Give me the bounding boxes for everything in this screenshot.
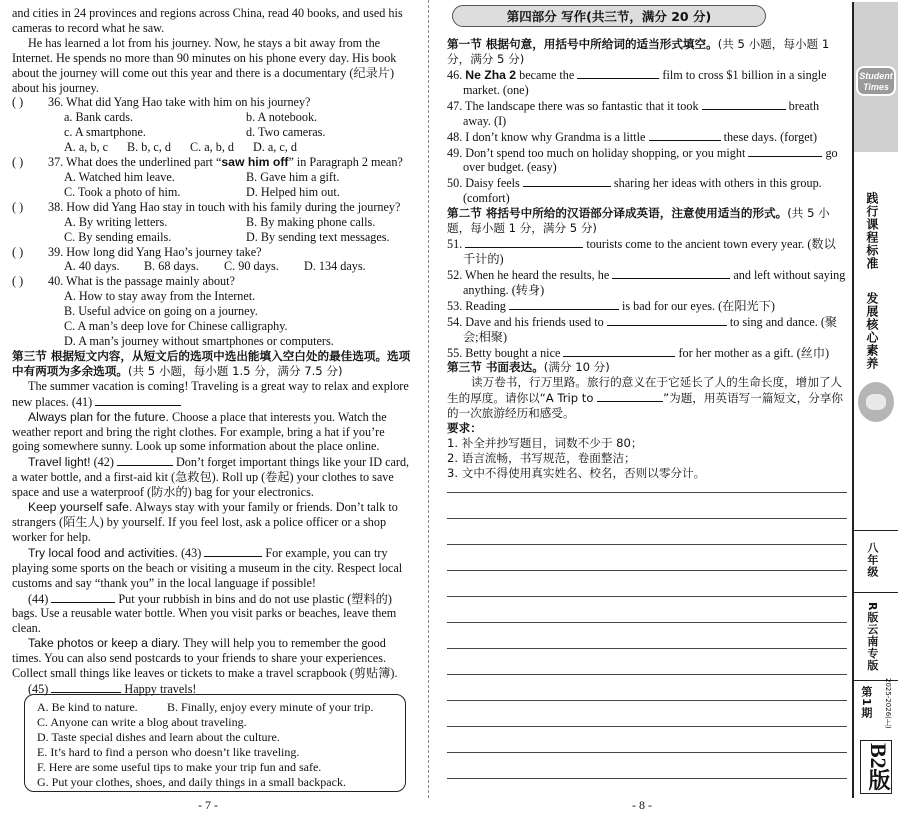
para-text: (44) — [28, 591, 52, 606]
slogan-1: 践行课程标准 — [864, 192, 879, 270]
writing-line[interactable] — [447, 648, 847, 649]
answer-slot-37[interactable]: ( ) — [12, 155, 24, 170]
writing-prompt — [447, 375, 847, 421]
question-54 — [447, 314, 847, 345]
passage-intro-1: and cities in 24 provinces and regions across China, read 40 books, and used his cameras to record what he saw. — [12, 6, 403, 35]
option: B. Gave him a gift. — [246, 169, 340, 184]
options-38 — [12, 215, 411, 245]
cloze-para-7 — [12, 636, 411, 681]
choice: C. a, b, d — [190, 140, 235, 155]
student-times-logo: Student Times — [856, 66, 896, 96]
para-text: For example, you can try playing some sports on the beach or visiting a museum in the city. Respect local customs and say “thank you” in the local language if possible! — [12, 545, 403, 590]
q-num: 46. — [447, 68, 466, 82]
q-text: 47. The landscape there was so fantastic that it took — [447, 98, 702, 113]
question-38 — [12, 200, 411, 215]
cloze-para-2 — [12, 410, 411, 455]
para-heading: Try local food and activities. — [28, 545, 178, 560]
option: a. Bank cards. — [64, 110, 134, 125]
film-title: Ne Zha 2 — [465, 68, 517, 82]
cloze-para-3 — [12, 454, 411, 500]
slogan-2: 发展核心素养 — [864, 292, 879, 370]
prompt-text: 读万卷书，行万里路。旅行的意义在于它延长了人的生命长度，增加了人生的厚度。请你以“A Trip to — [447, 375, 843, 406]
para-text: (42) — [90, 455, 117, 470]
edition-label: R版云南专版 — [865, 602, 879, 672]
question-stem: 38. How did Yang Hao stay in touch with his family during the journey? — [48, 199, 401, 214]
section-title: 第一节 根据句意，用括号中所给词的适当形式填空。 — [447, 37, 718, 51]
section-title: 第三节 书面表达。 — [447, 360, 544, 375]
option: C. By sending emails. — [64, 229, 172, 244]
blank-45[interactable] — [51, 681, 121, 693]
date-label: 2025-2026(上) — [883, 678, 892, 729]
plate-label: B2版 — [860, 740, 892, 794]
q-text: sharing her ideas with others in this group. (comfort) — [463, 176, 822, 206]
page-number-right: - 8 - — [632, 798, 652, 812]
question-39 — [12, 245, 411, 260]
question-47 — [447, 98, 847, 129]
blank-54[interactable] — [607, 314, 727, 326]
box-option-c: C. Anyone can write a blog about traveling. — [37, 714, 247, 729]
para-text: Put your rubbish in bins and do not use plastic (塑料的) bags. Use a reusable water bottle. When you visit parks or beaches, leave them clean. — [12, 591, 397, 636]
page-divider — [428, 0, 429, 798]
q-text: 48. I don’t know why Grandma is a little — [447, 129, 649, 144]
q-text: film to cross $1 billion in a single market. (one) — [463, 68, 827, 97]
globe-highlight-icon — [866, 394, 886, 410]
cloze-para-6 — [12, 591, 411, 637]
requirement-1: 1. 补全并抄写题目，词数不少于 80； — [447, 436, 643, 451]
writing-line[interactable] — [447, 570, 847, 571]
para-text: Don’t forget important things like your ID card, a water bottle, and a first-aid kit (急救包). Roll up (卷起) your clothes to save space and use a waterproof (防水的) bag for your electronics. — [12, 455, 410, 500]
question-36 — [12, 95, 411, 110]
writing-line[interactable] — [447, 622, 847, 623]
writing-line[interactable] — [447, 674, 847, 675]
blank-50[interactable] — [523, 175, 611, 187]
option-row — [37, 700, 395, 715]
q-text: 53. Reading — [447, 298, 509, 313]
q-text: to sing and dance. (聚会;相聚) — [463, 314, 838, 344]
cloze-para-5 — [12, 545, 411, 591]
para-heading: Keep yourself safe. — [28, 500, 133, 515]
right-column — [447, 37, 847, 481]
writing-line[interactable] — [447, 518, 847, 519]
writing-line[interactable] — [447, 778, 847, 779]
question-55 — [447, 345, 847, 361]
q-text: breath away. (I) — [463, 98, 820, 128]
option: C. Took a photo of him. — [64, 184, 181, 199]
requirements-title: 要求： — [447, 421, 482, 436]
box-option-b: B. Finally, enjoy every minute of your trip. — [167, 700, 374, 714]
option: D. A man’s journey without smartphones or computers. — [64, 333, 334, 348]
option: b. A notebook. — [246, 110, 318, 125]
q-text: go over budget. (easy) — [463, 145, 838, 175]
writing-line[interactable] — [447, 726, 847, 727]
question-stem: 37. What does the underlined part “ — [48, 155, 222, 170]
question-52 — [447, 267, 847, 298]
para-heading: Take photos or keep a diary. — [28, 636, 181, 651]
option: A. How to stay away from the Internet. — [64, 289, 256, 304]
q-text: became the — [516, 68, 578, 82]
blank-41[interactable] — [95, 394, 181, 406]
question-50 — [447, 175, 847, 206]
section-title: 第二节 将括号中所给的汉语部分译成英语，注意使用适当的形式。 — [447, 206, 788, 221]
para-text: They will help you to remember the good times. You can also send postcards to your friends to share your experiences. Collect small things like leaves or tickets to make a travel scrapbook (剪贴簿). — [12, 636, 398, 681]
cloze-para-4 — [12, 500, 411, 545]
section-2-heading — [447, 206, 847, 236]
blank-44[interactable] — [51, 591, 115, 603]
answer-slot-36[interactable]: ( ) — [12, 95, 24, 110]
box-option-f: F. Here are some useful tips to make your trip fun and safe. — [37, 759, 322, 774]
writing-line[interactable] — [447, 544, 847, 545]
q-text: and left without saying anything. (转身) — [463, 267, 846, 297]
box-option-e: E. It’s hard to find a person who doesn’t like traveling. — [37, 744, 300, 759]
para-text: The summer vacation is coming! Traveling is a great way to relax and explore new places. (41) — [12, 378, 409, 409]
option-box — [24, 694, 406, 792]
section-3-writing-heading — [447, 360, 847, 375]
blank-49[interactable] — [748, 145, 822, 157]
grade-label: 八年级 — [865, 542, 879, 578]
option: B. Useful advice on going on a journey. — [64, 304, 258, 319]
question-49 — [447, 145, 847, 176]
question-stem: 36. What did Yang Hao take with him on his journey? — [48, 95, 311, 110]
q-text: 52. When he heard the results, he — [447, 267, 613, 282]
box-option-d: D. Taste special dishes and learn about the culture. — [37, 729, 280, 744]
sidebar-rule — [854, 592, 898, 593]
page-number-left: - 7 - — [198, 798, 218, 812]
section-note: (满分 10 分) — [543, 360, 610, 375]
writing-line[interactable] — [447, 492, 847, 493]
question-stem: ” in Paragraph 2 mean? — [288, 155, 403, 170]
choice: B. b, c, d — [127, 140, 172, 155]
answer-slot-38[interactable]: ( ) — [12, 199, 24, 214]
section-title: 第三节 根据短文内容，从短文后的选项中选出能填入空白处的最佳选项。选项中有两项为多余选项。 — [12, 348, 411, 378]
para-text: (43) — [177, 545, 205, 560]
q-text: 55. Betty bought a nice — [447, 345, 564, 360]
underlined-phrase: saw him off — [221, 155, 289, 170]
writing-line[interactable] — [447, 752, 847, 753]
blank-43[interactable] — [204, 545, 262, 557]
newspaper-sidebar — [852, 2, 898, 798]
question-51 — [447, 236, 847, 267]
blank-53[interactable] — [509, 298, 619, 310]
choice: A. a, b, c — [64, 140, 108, 155]
blank-51[interactable] — [465, 236, 583, 248]
blank-55[interactable] — [563, 345, 675, 357]
writing-line[interactable] — [447, 700, 847, 701]
q-text: 51. — [447, 237, 466, 252]
option: C. A man’s deep love for Chinese calligraphy. — [64, 319, 288, 334]
left-column — [12, 6, 411, 697]
section-note: (共 5 小题，每小题 1 分，满分 5 分) — [447, 206, 830, 236]
section-3-heading — [12, 349, 411, 379]
title-blank[interactable] — [597, 390, 663, 402]
answer-slot-40[interactable]: ( ) — [12, 274, 24, 289]
requirement-3: 3. 文中不得使用真实姓名、校名，否则以零分计。 — [447, 465, 706, 480]
question-stem: 39. How long did Yang Hao’s journey take? — [48, 244, 262, 259]
section-note: (共 5 小题，每小题 1.5 分，满分 7.5 分) — [127, 363, 343, 378]
question-40 — [12, 274, 411, 289]
option: B. 68 days. — [144, 259, 199, 274]
option: D. By sending text messages. — [246, 229, 390, 244]
blank-52[interactable] — [612, 267, 730, 279]
issue-label: 第1期 — [859, 686, 873, 719]
section-note: (共 5 小题，每小题 1 分，满分 5 分) — [447, 37, 830, 66]
option: c. A smartphone. — [64, 125, 146, 140]
q-text: tourists come to the ancient town every year. (数以千计的) — [463, 237, 836, 267]
para-text: Always stay with your family or friends. Don’t talk to strangers (陌生人) by yourself. If you feel lost, ask a police officer or a shop worker for help. — [12, 500, 398, 544]
blank-47[interactable] — [702, 98, 786, 110]
passage-intro-2: He has learned a lot from his journey. Now, he stays a bit away from the Internet. He spends no more than 90 minutes on his phone every day. His book about the journey will come out this year and there is a documentary (纪录片) about his journey. — [12, 35, 397, 95]
blank-42[interactable] — [117, 454, 173, 466]
q-text: is bad for our eyes. (在阳光下) — [618, 298, 775, 313]
option: d. Two cameras. — [246, 125, 326, 140]
part-4-banner: 第四部分 写作(共三节，满分 20 分) — [452, 5, 766, 27]
q-text: 49. Don’t spend too much on holiday shopping, or you might — [447, 145, 749, 160]
options-39 — [12, 259, 411, 274]
cloze-para-1 — [12, 379, 411, 410]
box-option-g: G. Put your clothes, shoes, and daily things in a small backpack. — [37, 774, 346, 789]
para-text: Choose a place that interests you. Watch the weather report and bring the right clothes. For example, bring a hat if you’re going somewhere sunny. Look up some information about the place online. — [12, 409, 387, 454]
q-text: 54. Dave and his friends used to — [447, 314, 607, 329]
sidebar-rule — [854, 530, 898, 531]
question-53 — [447, 298, 847, 314]
option: A. By writing letters. — [64, 214, 168, 229]
options-36 — [12, 110, 411, 140]
writing-line[interactable] — [447, 596, 847, 597]
option: A. 40 days. — [64, 259, 120, 274]
question-48 — [447, 129, 847, 145]
blank-46[interactable] — [577, 67, 659, 79]
blank-48[interactable] — [649, 129, 721, 141]
q-text: for her mother as a gift. (丝巾) — [675, 345, 830, 360]
option: B. By making phone calls. — [246, 214, 376, 229]
answer-slot-39[interactable]: ( ) — [12, 244, 24, 259]
prompt-text: ”为题，用英语写一篇短文，分享你的一次旅游经历和感受。 — [447, 391, 844, 421]
para-heading: Travel light! — [28, 455, 91, 470]
option: D. Helped him out. — [246, 184, 340, 199]
option: A. Watched him leave. — [64, 169, 175, 184]
requirement-2: 2. 语言流畅，书写规范，卷面整洁； — [447, 450, 636, 465]
option: C. 90 days. — [224, 259, 279, 274]
para-heading: Always plan for the future. — [28, 409, 169, 424]
q-text: 50. Daisy feels — [447, 176, 523, 191]
question-stem: 40. What is the passage mainly about? — [48, 274, 235, 289]
para-text: (45) — [28, 681, 52, 696]
para-text: Happy travels! — [121, 681, 197, 696]
question-46 — [447, 67, 847, 98]
option: D. 134 days. — [304, 259, 366, 274]
options-37 — [12, 170, 411, 200]
section-1-heading — [447, 37, 847, 67]
choice: D. a, c, d — [253, 140, 297, 155]
q-text: these days. (forget) — [720, 129, 818, 144]
box-option-a: A. Be kind to nature. — [37, 700, 138, 714]
question-37 — [12, 155, 411, 170]
choices-36 — [12, 140, 411, 155]
